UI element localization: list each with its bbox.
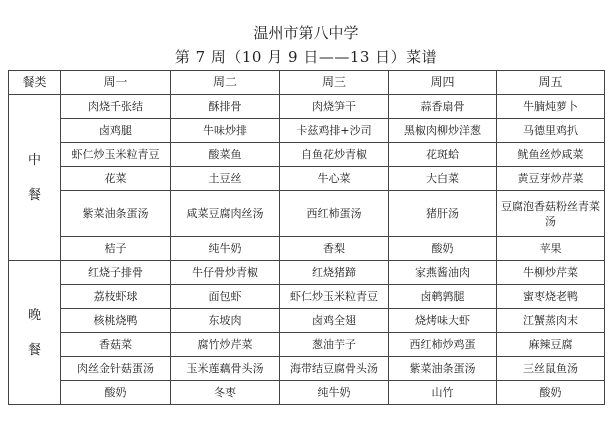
- lunch-label: [9, 95, 61, 261]
- dish-cell: 黄豆芽炒芹菜: [497, 167, 605, 191]
- week-menu-title: [0, 46, 612, 67]
- dish-cell: 卤鸡腿: [61, 119, 171, 143]
- dish-cell: 酸奶: [389, 237, 497, 261]
- table-row: [9, 285, 605, 309]
- dinner-label-char: 餐: [27, 342, 41, 358]
- dish-cell: 海带结豆腐骨头汤: [280, 357, 389, 381]
- dish-cell: 牛柳炒芹菜: [497, 261, 605, 285]
- dish-cell: 葱油芋子: [280, 333, 389, 357]
- lunch-label-char: 中: [27, 152, 41, 168]
- dish-cell: 面包虾: [171, 285, 280, 309]
- dish-cell: 牛心菜: [280, 167, 389, 191]
- dish-cell: 江蟹蒸肉末: [497, 309, 605, 333]
- table-row: [9, 143, 605, 167]
- table-row: [9, 357, 605, 381]
- dish-cell: 卤鸡全翅: [280, 309, 389, 333]
- dish-cell: 烧烤味大虾: [389, 309, 497, 333]
- dish-cell: 虾仁炒玉米粒青豆: [280, 285, 389, 309]
- dish-cell: 花斑蛤: [389, 143, 497, 167]
- table-row: [9, 191, 605, 237]
- dish-cell: 猪肝汤: [389, 191, 497, 237]
- table-row: [9, 119, 605, 143]
- table-row: [9, 167, 605, 191]
- dish-cell: 玉米莲藕骨头汤: [171, 357, 280, 381]
- dish-cell: 家燕酱油肉: [389, 261, 497, 285]
- dish-cell: 牛仔骨炒青椒: [171, 261, 280, 285]
- dish-cell: 腐竹炒芹菜: [171, 333, 280, 357]
- dish-cell: 蜜枣烧老鸭: [497, 285, 605, 309]
- school-title: 温州市第八中学: [253, 24, 359, 42]
- menu-table: [8, 70, 605, 405]
- dish-cell: 肉烧千张结: [61, 95, 171, 119]
- header-row: [9, 71, 605, 95]
- table-row: [9, 333, 605, 357]
- dish-cell: 纯牛奶: [280, 381, 389, 405]
- dish-cell: 荔枝虾球: [61, 285, 171, 309]
- dish-cell: 牛腩炖萝卜: [497, 95, 605, 119]
- dish-cell: 大白菜: [389, 167, 497, 191]
- dish-cell: 紫菜油条蛋汤: [61, 191, 171, 237]
- lunch-label-char: 餐: [27, 187, 41, 203]
- dish-cell: 三丝鼠鱼汤: [497, 357, 605, 381]
- dinner-label-char: 晚: [27, 307, 41, 323]
- dish-cell: 虾仁炒玉米粒青豆: [61, 143, 171, 167]
- dish-cell: 豆腐泡香菇粉丝青菜汤: [497, 191, 605, 237]
- dish-cell: 桔子: [61, 237, 171, 261]
- week-menu-title-text: 第 7 周（10 月 9 日——13 日）菜谱: [174, 48, 438, 66]
- dish-cell: 紫菜油条蛋汤: [389, 357, 497, 381]
- dish-cell: 马德里鸡扒: [497, 119, 605, 143]
- dish-cell: 西红柿炒鸡蛋: [389, 333, 497, 357]
- day-header-thu: 周四: [389, 71, 497, 95]
- table-row: [9, 95, 605, 119]
- dish-cell: 香梨: [280, 237, 389, 261]
- dish-cell: 蒜香扇骨: [389, 95, 497, 119]
- dish-cell: 卤鹌鹑腿: [389, 285, 497, 309]
- dish-cell: 西红柿蛋汤: [280, 191, 389, 237]
- dish-cell: 麻辣豆腐: [497, 333, 605, 357]
- table-row: [9, 237, 605, 261]
- dish-cell: 自鱼花炒青椒: [280, 143, 389, 167]
- dish-cell: 纯牛奶: [171, 237, 280, 261]
- dish-cell: 冬枣: [171, 381, 280, 405]
- dish-cell: 咸菜豆腐肉丝汤: [171, 191, 280, 237]
- dish-cell: 红烧子排骨: [61, 261, 171, 285]
- spacer: [11, 168, 58, 188]
- dish-cell: 土豆丝: [171, 167, 280, 191]
- dish-cell: 苹果: [497, 237, 605, 261]
- day-header-fri: 周五: [497, 71, 605, 95]
- day-header-mon: 周一: [61, 71, 171, 95]
- dish-cell: 肉烧笋干: [280, 95, 389, 119]
- dish-cell: 肉丝金针菇蛋汤: [61, 357, 171, 381]
- dish-cell: 东坡肉: [171, 309, 280, 333]
- dish-cell: 酸菜鱼: [171, 143, 280, 167]
- day-header-tue: 周二: [171, 71, 280, 95]
- dish-cell: 黑椒肉柳炒洋葱: [389, 119, 497, 143]
- corner-header: 餐类: [9, 71, 61, 95]
- spacer: [11, 323, 58, 343]
- dish-cell: 卡兹鸡排+沙司: [280, 119, 389, 143]
- dish-cell: 酸奶: [61, 381, 171, 405]
- table-row: [9, 381, 605, 405]
- dish-cell: 红烧猪蹄: [280, 261, 389, 285]
- dish-cell: 香菇菜: [61, 333, 171, 357]
- table-row: [9, 261, 605, 285]
- dish-cell: 鱿鱼丝炒咸菜: [497, 143, 605, 167]
- dish-cell: 核桃烧鸭: [61, 309, 171, 333]
- table-row: [9, 309, 605, 333]
- day-header-wed: 周三: [280, 71, 389, 95]
- dinner-label: [9, 261, 61, 405]
- dish-cell: 花菜: [61, 167, 171, 191]
- dish-cell: 酸奶: [497, 381, 605, 405]
- dish-cell: 酥排骨: [171, 95, 280, 119]
- dish-cell: 牛味炒排: [171, 119, 280, 143]
- dish-cell: 山竹: [389, 381, 497, 405]
